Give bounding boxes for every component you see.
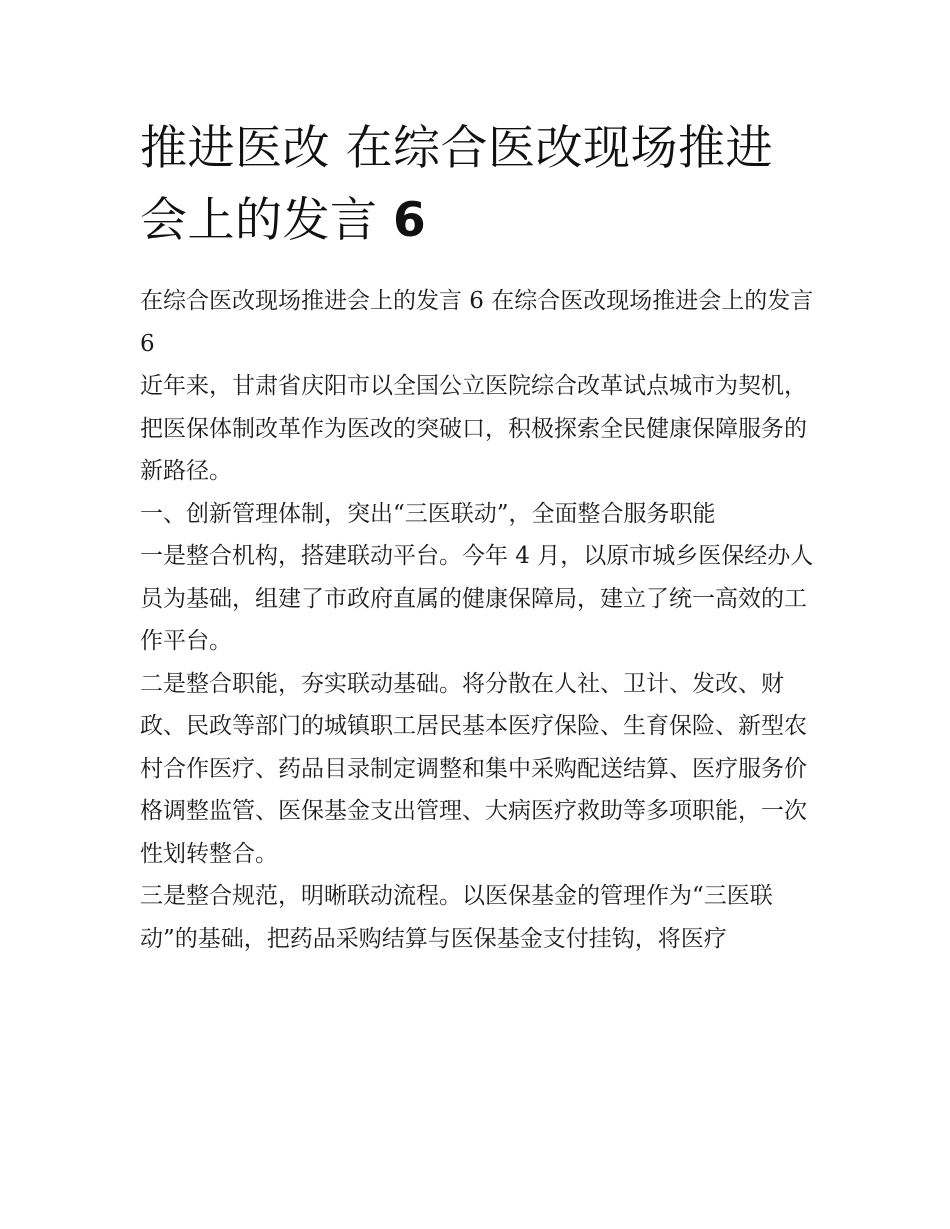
paragraph-subtitle: 在综合医改现场推进会上的发言 6 在综合医改现场推进会上的发言 6: [140, 288, 814, 357]
document-title: [140, 113, 830, 257]
paragraph-point-2: 二是整合职能，夯实联动基础。将分散在人社、卫计、发改、财政、民政等部门的城镇职工居民基本医疗保险、生育保险、新型农村合作医疗、药品目录制定调整和集中采购配送结算、医疗服务价格调整监管、医保基金支出管理、大病医疗救助等多项职能，一次性划转整合。: [140, 670, 807, 867]
title-line-1: 推进医改 在综合医改现场推进: [140, 121, 773, 176]
document-body: [140, 280, 820, 960]
paragraph-intro: 近年来，甘肃省庆阳市以全国公立医院综合改革试点城市为契机，把医保体制改革作为医改的突破口，积极探索全民健康保障服务的新路径。: [140, 373, 807, 484]
title-line-2: 会上的发言: [140, 193, 393, 248]
title-number: 6: [392, 193, 427, 248]
section-heading-1: 一、创新管理体制，突出“三医联动”，全面整合服务职能: [140, 500, 716, 527]
paragraph-point-1: 一是整合机构，搭建联动平台。今年 4 月，以原市城乡医保经办人员为基础，组建了市政府直属的健康保障局，建立了统一高效的工作平台。: [140, 543, 814, 654]
paragraph-point-3: 三是整合规范，明晰联动流程。以医保基金的管理作为“三医联动”的基础，把药品采购结算与医保基金支付挂钩，将医疗: [140, 883, 773, 952]
